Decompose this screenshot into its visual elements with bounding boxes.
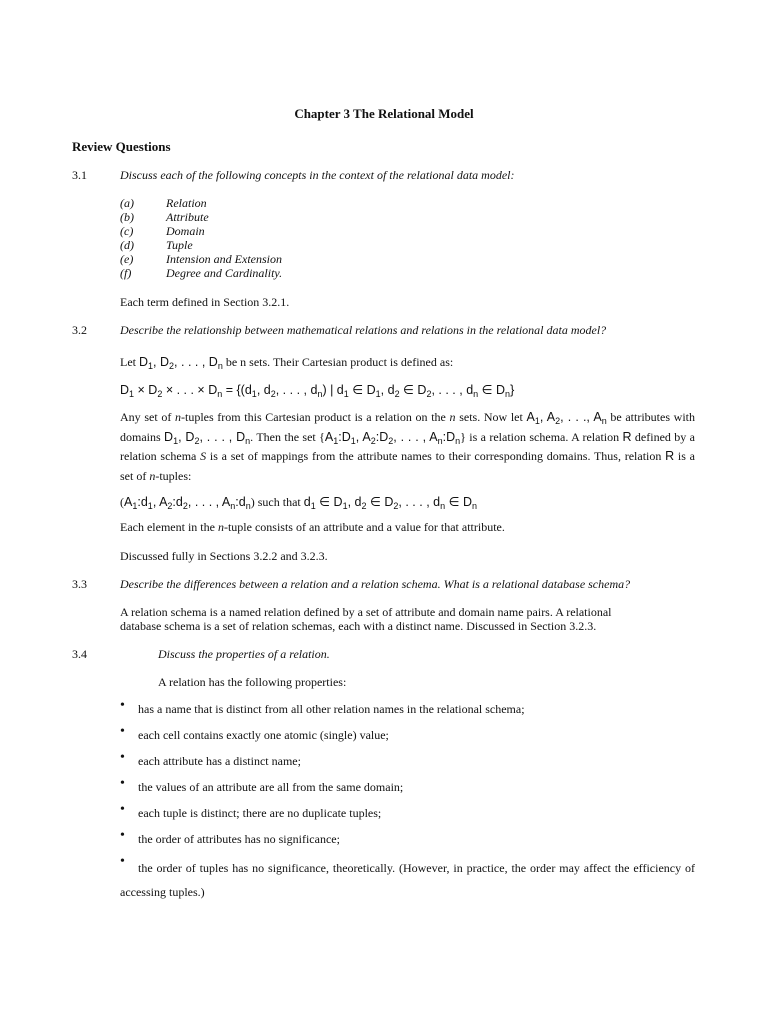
question-text: Describe the differences between a relation and a relation schema. What is a relational database schema? bbox=[120, 577, 631, 591]
properties-intro: A relation has the following properties: bbox=[158, 675, 347, 689]
question-number: 3.1 bbox=[72, 168, 87, 182]
let-prefix: Let bbox=[120, 355, 139, 369]
cartesian-intro bbox=[120, 355, 453, 369]
answer-text: database schema is a set of relation schemas, each with a distinct name. Discussed in Section 3.2.3. bbox=[120, 619, 597, 633]
bullet-icon: • bbox=[120, 698, 125, 713]
item-term: Relation bbox=[166, 196, 207, 210]
item-label: (b) bbox=[120, 210, 134, 224]
item-term: Domain bbox=[166, 224, 205, 238]
tuple-formula: ($A_1:d_1$, $A_2:d_2$, . . . , $A_n:d_n$) such that $d_1$ ∈ $D_1$, $d_2$ ∈ $D_2$, . . . , $d_n$ ∈ $D_n$ bbox=[120, 495, 477, 511]
item-label: (d) bbox=[120, 238, 134, 252]
property-item: each attribute has a distinct name; bbox=[138, 754, 301, 768]
cartesian-product-formula: $D_1 \times D_2$ × . . . × $D_n = \{(d_1$, $d_2$, . . . , $d_n$) | $d_1$ ∈ $D_1$, $d_2$ ∈ $D_2$, . . . , $d_n$ ∈ $D_n$} bbox=[120, 383, 515, 399]
bullet-icon: • bbox=[120, 776, 125, 791]
section-heading: Review Questions bbox=[72, 139, 171, 154]
bullet-icon: • bbox=[120, 828, 125, 843]
item-label: (f) bbox=[120, 266, 132, 280]
domain-sequence: $D_1$, $D_2$, . . . , $D_n$ bbox=[139, 355, 223, 371]
chapter-title: Chapter 3 The Relational Model bbox=[294, 106, 474, 121]
answer-text: A relation schema is a named relation defined by a set of attribute and domain name pairs. A relational bbox=[120, 605, 612, 619]
let-suffix: be n sets. Their Cartesian product is defined as: bbox=[222, 355, 454, 369]
item-label: (a) bbox=[120, 196, 134, 210]
item-term: Intension and Extension bbox=[166, 252, 282, 266]
item-label: (e) bbox=[120, 252, 134, 266]
question-number: 3.3 bbox=[72, 577, 87, 591]
element-explanation: Each element in the n-tuple consists of an attribute and a value for that attribute. bbox=[120, 520, 505, 534]
property-item: the values of an attribute are all from the same domain; bbox=[138, 780, 404, 794]
item-term: Tuple bbox=[166, 238, 193, 252]
property-item: has a name that is distinct from all other relation names in the relational schema; bbox=[138, 702, 525, 716]
bullet-icon: • bbox=[120, 750, 125, 765]
relation-definition-paragraph: Any set of n-tuples from this Cartesian product is a relation on the n sets. Now let $A_1$, $A_2$, . . ., $A_n$ be attributes with domains $D_1$, $D_2$, . . . , $D_n$. Then the set {$A_1:D_1$, $A_2:D_2$, . . . , $A_n:D_n$} is a relation schema. A relation R defined by a relation schema S is a set of mappings from the attribute names to their corresponding domains. Thus, relation R is a set of n-tuples: bbox=[120, 410, 695, 483]
item-term: Degree and Cardinality. bbox=[166, 266, 283, 280]
bullet-icon: • bbox=[120, 802, 125, 817]
item-term: Attribute bbox=[166, 210, 209, 224]
item-label: (c) bbox=[120, 224, 134, 238]
question-text: Describe the relationship between mathematical relations and relations in the relational data model? bbox=[120, 323, 607, 337]
property-item: the order of tuples has no significance, theoretically. (However, in practice, the order may affect the efficiency of accessing tuples.) bbox=[120, 861, 695, 899]
bullet-icon: • bbox=[120, 854, 125, 869]
property-item: each tuple is distinct; there are no duplicate tuples; bbox=[138, 806, 382, 820]
property-item: the order of attributes has no significance; bbox=[138, 832, 340, 846]
bullet-icon: • bbox=[120, 724, 125, 739]
question-number: 3.2 bbox=[72, 323, 87, 337]
property-item: each cell contains exactly one atomic (single) value; bbox=[138, 728, 389, 742]
answer-text: Each term defined in Section 3.2.1. bbox=[120, 295, 290, 309]
answer-text: Discussed fully in Sections 3.2.2 and 3.2.3. bbox=[120, 549, 328, 563]
question-text: Discuss each of the following concepts in the context of the relational data model: bbox=[120, 168, 515, 182]
question-text: Discuss the properties of a relation. bbox=[158, 647, 330, 661]
question-number: 3.4 bbox=[72, 647, 87, 661]
